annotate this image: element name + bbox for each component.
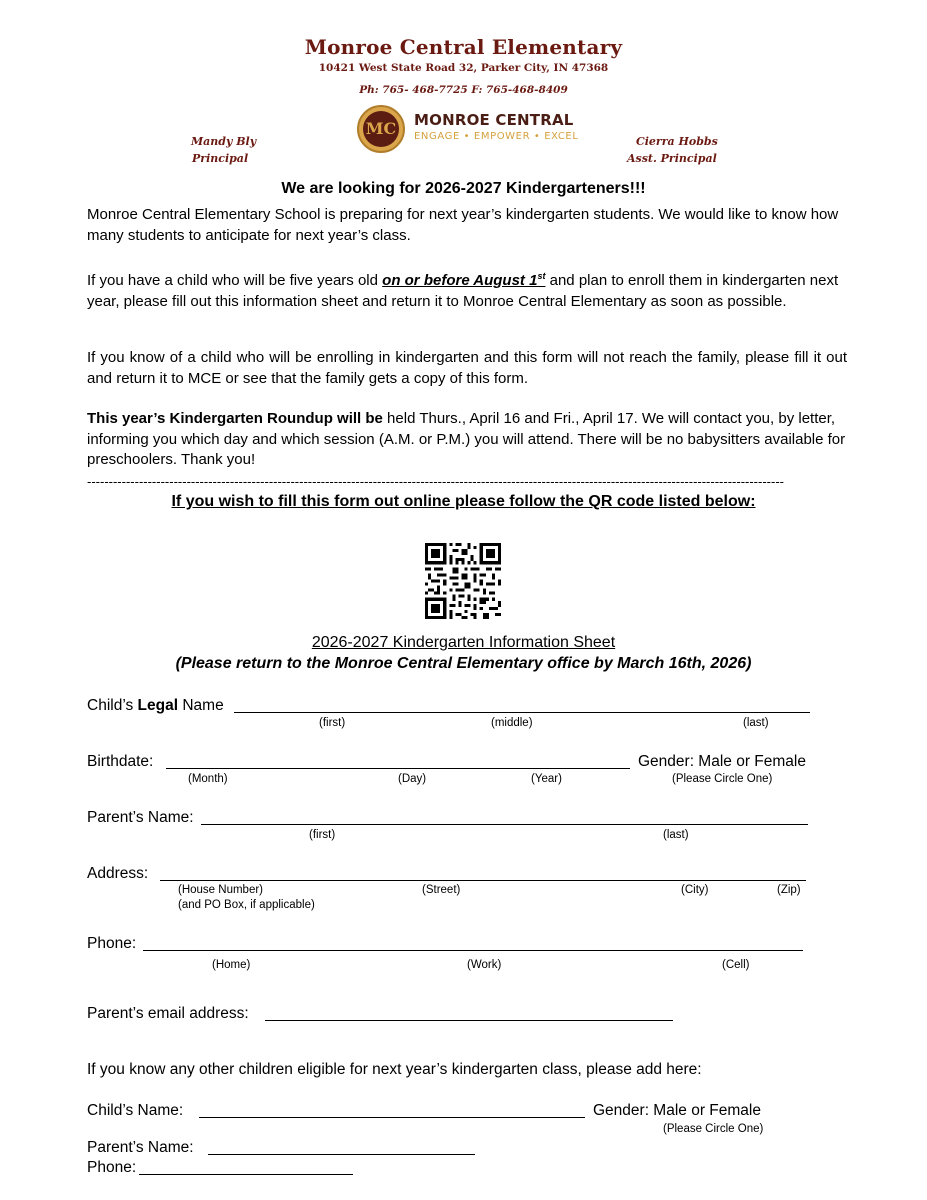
school-logo-icon (357, 105, 405, 153)
address-street-sublabel: (Street) (422, 884, 461, 896)
address-field[interactable] (160, 880, 806, 881)
address-label: Address: (87, 865, 149, 882)
school-name: Monroe Central Elementary (304, 35, 623, 59)
asst-principal-title: Asst. Principal (627, 152, 717, 165)
p2-emphasis (382, 272, 545, 289)
parent-name-field[interactable] (201, 824, 808, 825)
page-title: We are looking for 2026-2027 Kindergarteners!!! (281, 180, 646, 197)
gender-label: Gender: Male or Female (638, 753, 806, 770)
phone-work-sublabel: (Work) (467, 959, 502, 971)
other-children-prompt: If you know any other children eligible for next year’s kindergarten class, please add here: (87, 1061, 702, 1078)
child-middle-sublabel: (middle) (491, 717, 533, 729)
child-legal-name-label: Child’s Legal Name (87, 697, 224, 714)
other-child-name-label: Child’s Name: (87, 1102, 184, 1119)
principal-name: Mandy Bly (191, 135, 257, 148)
child-legal-name-field[interactable] (234, 712, 810, 713)
email-label: Parent’s email address: (87, 1005, 249, 1022)
logo-tagline: ENGAGE • EMPOWER • EXCEL (414, 131, 579, 142)
birthdate-field[interactable] (166, 768, 630, 769)
p2-superscript: st (537, 271, 546, 281)
school-address: 10421 West State Road 32, Parker City, IN 47368 (318, 62, 609, 74)
birthdate-month-sublabel: (Month) (188, 773, 228, 785)
other-gender-label: Gender: Male or Female (593, 1102, 761, 1119)
address-pobox-note: (and PO Box, if applicable) (178, 899, 315, 911)
other-phone-field[interactable] (139, 1174, 353, 1175)
qr-code-icon[interactable] (425, 543, 501, 619)
other-gender-circle-note: (Please Circle One) (663, 1123, 764, 1135)
p4-bold: This year’s Kindergarten Roundup will be (87, 410, 383, 427)
gender-circle-note: (Please Circle One) (672, 773, 773, 785)
other-child-name-field[interactable] (199, 1117, 585, 1118)
phone-field[interactable] (143, 950, 803, 951)
parent-last-sublabel: (last) (663, 829, 689, 841)
asst-principal-name: Cierra Hobbs (636, 135, 718, 148)
address-zip-sublabel: (Zip) (777, 884, 801, 896)
online-form-note: If you wish to fill this form out online please follow the QR code listed below: (171, 493, 756, 510)
email-field[interactable] (265, 1020, 673, 1021)
intro-paragraph-3: If you know of a child who will be enrolling in kindergarten and this form will not reach the family, please fill it out and return it to MCE or see that the family gets a copy of this form. (87, 349, 847, 387)
cut-line-divider: ----------------------------------------------------------------------------------------------------------------------------------------------------------------- (87, 474, 784, 489)
p2-emphasis-text: on or before August 1 (382, 272, 538, 289)
phone-label: Phone: (87, 935, 137, 952)
other-parent-name-label: Parent’s Name: (87, 1139, 194, 1156)
address-house-sublabel: (House Number) (178, 884, 263, 896)
birthdate-day-sublabel: (Day) (398, 773, 427, 785)
parent-name-label: Parent’s Name: (87, 809, 194, 826)
principal-title: Principal (192, 152, 249, 165)
form-title: 2026-2027 Kindergarten Information Sheet (311, 634, 616, 651)
intro-paragraph-1: Monroe Central Elementary School is preparing for next year’s kindergarten students. We would like to know how many students to anticipate for next year’s class. (87, 206, 839, 244)
intro-paragraph-4 (87, 409, 847, 471)
school-phone: Ph: 765- 468-7725 F: 765-468-8409 (359, 84, 568, 96)
parent-first-sublabel: (first) (309, 829, 336, 841)
phone-home-sublabel: (Home) (212, 959, 251, 971)
other-parent-name-field[interactable] (208, 1154, 475, 1155)
child-first-sublabel: (first) (319, 717, 346, 729)
p2-text-b: and plan to enroll them in kindergarten next year, please fill out this information sheet and return it to Monroe Central Elementary as soon as possible. (87, 272, 839, 310)
p2-text-a: If you have a child who will be five years old (87, 272, 383, 289)
phone-cell-sublabel: (Cell) (722, 959, 750, 971)
other-phone-label: Phone: (87, 1159, 137, 1176)
child-last-sublabel: (last) (743, 717, 769, 729)
p4-rest: held Thurs., April 16 and Fri., April 17. We will contact you, by letter, informing you which day and which session (A.M. or P.M.) you will attend. There will be no babysitters available for preschoolers. Thank you! (87, 410, 846, 468)
form-subtitle: (Please return to the Monroe Central Elementary office by March 16th, 2026) (175, 655, 752, 672)
logo-name: MONROE CENTRAL (414, 111, 574, 129)
birthdate-label: Birthdate: (87, 753, 154, 770)
logo-monogram: MC (363, 111, 399, 147)
intro-paragraph-2 (87, 266, 847, 312)
address-city-sublabel: (City) (681, 884, 709, 896)
birthdate-year-sublabel: (Year) (531, 773, 562, 785)
